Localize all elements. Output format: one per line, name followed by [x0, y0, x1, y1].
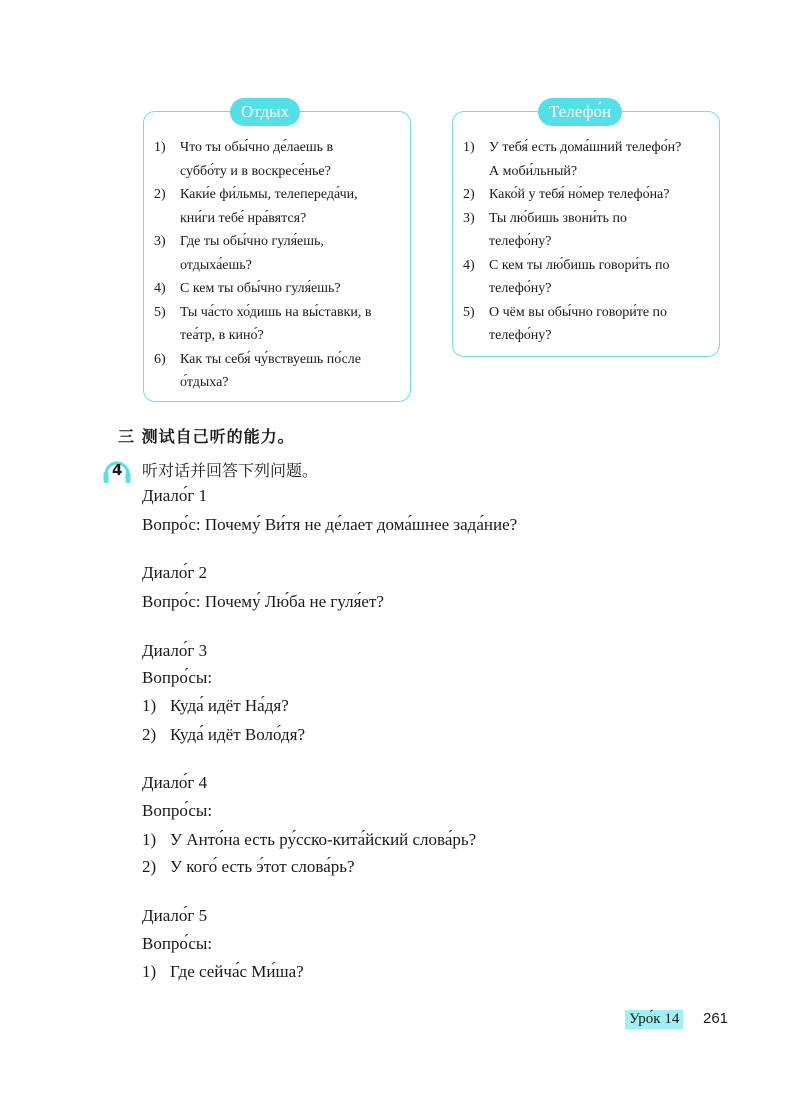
dialog-questions-label: Вопро́сы:: [142, 801, 213, 820]
dialog-question-item: 2) Куда́ идёт Воло́дя?: [142, 725, 306, 744]
phone-question: 3) Ты лю́бишь звони́ть по телефо́ну?: [463, 210, 628, 249]
dialog-title: Диало́г 1: [142, 486, 208, 505]
phone-topic-box: [452, 102, 720, 357]
phone-question: 5) О чём вы обы́чно говори́те по телефо́ну?: [463, 304, 668, 343]
dialog-questions-label: Вопро́сы:: [142, 668, 213, 687]
lesson-label: Уро́к 14: [625, 1010, 683, 1029]
exercise-instruction: 听对话并回答下列问题。: [142, 461, 319, 480]
dialog-title: Диало́г 2: [142, 563, 208, 582]
phone-questions-list: [453, 136, 719, 348]
rest-topic-box: [143, 102, 411, 402]
rest-question: 5) Ты ча́сто хо́дишь на вы́ставки, в теа́тр, в кино́?: [154, 304, 372, 343]
rest-question: 4) С кем ты обы́чно гуля́ешь?: [154, 281, 341, 296]
dialog-title: Диало́г 3: [142, 641, 208, 660]
dialog-title: Диало́г 5: [142, 906, 208, 925]
phone-topic-title: Телефо́н: [538, 98, 622, 126]
rest-question: 6) Как ты себя́ чу́вствуешь по́сле о́тдыха?: [154, 351, 361, 390]
dialog-title: Диало́г 4: [142, 773, 208, 792]
rest-question: 1) Что ты обы́чно де́лаешь в суббо́ту и в воскресе́нье?: [154, 140, 334, 179]
rest-questions-list: [144, 136, 410, 395]
dialog-question-item: 1) Куда́ идёт На́дя?: [142, 696, 289, 715]
rest-question: 2) Каки́е фи́льмы, телепереда́чи, кни́ги тебе́ нра́вятся?: [154, 187, 358, 226]
dialog-question: Вопро́с: Почему́ Ви́тя не де́лает дома́шнее зада́ние?: [142, 515, 518, 534]
dialog-question-item: 1) У Анто́на есть ру́сско-кита́йский слова́рь?: [142, 830, 477, 849]
exercise-number-badge: [104, 456, 132, 486]
dialog-question: Вопро́с: Почему́ Лю́ба не гуля́ет?: [142, 592, 384, 611]
phone-question: 2) Како́й у тебя́ но́мер телефо́на?: [463, 187, 670, 202]
rest-question: 3) Где ты обы́чно гуля́ешь, отдыха́ешь?: [154, 234, 324, 273]
page-number: 261: [703, 1010, 729, 1027]
exercise-number: 4: [112, 461, 123, 479]
phone-question: 1) У тебя́ есть дома́шний телефо́н? А моби́льный?: [463, 140, 682, 179]
section-header: 三 测试自己听的能力。: [118, 427, 295, 446]
dialog-question-item: 2) У кого́ есть э́тот слова́рь?: [142, 857, 355, 876]
phone-question: 4) С кем ты лю́бишь говори́ть по телефо́ну?: [463, 257, 670, 296]
rest-topic-title: Отдых: [230, 98, 300, 126]
dialog-question-item: 1) Где сейча́с Ми́ша?: [142, 962, 304, 981]
dialog-questions-label: Вопро́сы:: [142, 934, 213, 953]
